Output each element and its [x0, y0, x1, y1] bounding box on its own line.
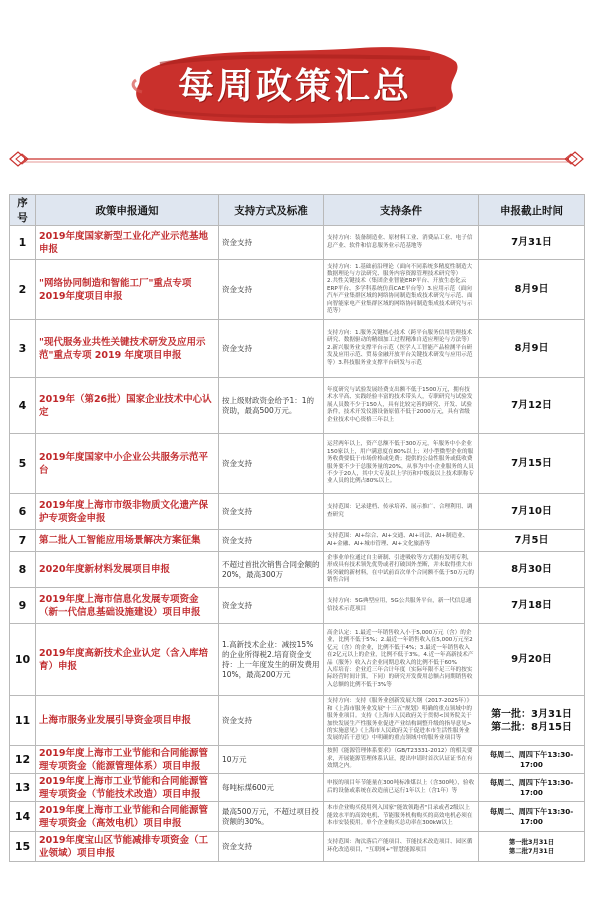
deadline: 7月31日: [511, 237, 552, 248]
policy-name: 2019年度上海市工业节能和合同能源管理专项资金（能源管理体系）项目申报: [39, 747, 208, 772]
support-method: 按上级财政资金给予1：1的资助，最高500万元。: [222, 395, 315, 415]
support-conditions: 支持范围：记录建档、传承培养、展示推广、合理利用、调查研究: [327, 504, 473, 518]
deadline: 每周二、周四下午13:30-17:00: [489, 777, 574, 797]
table-row: [10, 320, 585, 378]
table-row: [10, 226, 585, 260]
page-title: 每周政策汇总: [177, 66, 412, 107]
policy-name: 2019年度宝山区节能减排专项资金（工业领域）项目申报: [39, 834, 208, 859]
support-method: 不超过首批次销售合同金额的20%，最高300万: [222, 559, 320, 579]
row-number: 13: [14, 781, 31, 794]
support-method: 资金支持: [222, 343, 252, 353]
table-row: [10, 552, 585, 588]
deadline: 7月5日: [514, 535, 549, 546]
policy-name: 2019年度上海市信息化发展专项资金（新一代信息基础设施建设）项目申报: [39, 593, 201, 618]
policy-name: 第二批人工智能应用场景解决方案征集: [39, 535, 201, 546]
policy-name: 2019年度国家新型工业化产业示范基地申报: [39, 230, 208, 255]
deadline: 8月9日: [514, 343, 549, 354]
table-row: [10, 832, 585, 862]
table-row: [10, 774, 585, 802]
support-conditions: 支持方向：1.基础前沿理论（面向不同系统多精度性制造大数据理论与方法研究、服务内容资源管理技术研究等） 2.共性关键技术（集团企业智能ERP平台、开放生态化云ERP平台、多学科系统仿真CAE平台等）3.应用示范（面向汽车产业集群区域的网络协同制造集成技术研究与示范、面向智能家电产业集群区域的网络协同制造集成技术研究与示范等）: [327, 263, 473, 315]
support-method: 资金支持: [222, 506, 252, 516]
row-number: 14: [14, 810, 31, 823]
policy-name: 2019年度上海市市级非物质文化遗产保护专项资金申报: [39, 499, 208, 524]
support-conditions: 按照《能源管理体系要求》（GB/T23331-2012）的相关要求，开展能源管理体系认证，提出申请时首次认证证书在有效期之内。: [327, 748, 473, 770]
deadline: 第一批3月31日 第二批7月31日: [508, 837, 555, 855]
policy-name: 2019年度高新技术企业认定（含入库培育）申报: [39, 647, 208, 672]
deadline: 每周二、周四下午13:30-17:00: [489, 749, 574, 769]
support-conditions: 企事业单位通过自主研制、引进吸收等方式拥有发明专利，形成具有技术领先优势或者打破国外垄断，并未取得重大市场突破的新材料，在中试前首次单个合同额不低于50万元的销售合同: [327, 554, 474, 583]
row-number: 11: [14, 714, 31, 727]
row-number: 2: [18, 283, 27, 296]
support-method: 资金支持: [222, 841, 252, 851]
policy-name: "现代服务业共性关键技术研发及应用示范"重点专项 2019 年度项目申报: [39, 336, 206, 361]
row-number: 5: [18, 457, 27, 470]
table-row: [10, 378, 585, 434]
support-conditions: 支持范围：AI+综合、AI+交通、AI+司法、AI+制造业、AI+金融、AI+城市管理、AI+文化旅游等: [327, 533, 469, 547]
header-conditions: 支持条件: [324, 195, 479, 226]
support-method: 每吨标煤600元: [222, 782, 274, 792]
support-conditions: 支持方向：装备制造业、原材料工业、消费品工业、电子信息产业、软件和信息服务业示范基地等: [327, 235, 473, 249]
deadline: 9月20日: [511, 654, 552, 665]
row-number: 7: [18, 534, 27, 547]
support-method: 最高500万元，不超过项目投资额的30%。: [222, 806, 319, 826]
deadline: 8月9日: [514, 284, 549, 295]
policy-name: 2019年度上海市工业节能和合同能源管理专项资金（高效电机）项目申报: [39, 804, 208, 829]
table-row: [10, 696, 585, 746]
deadline: 8月30日: [511, 564, 552, 575]
table-body: [10, 226, 585, 862]
row-number: 3: [18, 342, 27, 355]
table-row: [10, 434, 585, 494]
support-conditions: 支持范围：淘汰落后产能项目、节能技术改造项目、园区循环化改造项目，"互联网+"智慧能源项目: [327, 839, 473, 853]
support-method: 资金支持: [222, 237, 252, 247]
policy-name: 2019年度上海市工业节能和合同能源管理专项资金（节能技术改造）项目申报: [39, 775, 208, 800]
row-number: 10: [14, 653, 31, 666]
row-number: 6: [18, 505, 27, 518]
support-conditions: 本市企业购买使用列入国家"能效领跑者"目录或者2级以上能效水平的高效电机、节能服务机构购买的高效电机必须在本市安装使用。单个企业购买总功率在300kW以上: [327, 805, 473, 827]
row-number: 1: [18, 236, 27, 249]
table-row: [10, 530, 585, 552]
header-deadline: 申报截止时间: [479, 195, 585, 226]
ornamental-divider: [8, 148, 585, 170]
support-method: 10万元: [222, 754, 247, 764]
table-row: [10, 494, 585, 530]
support-conditions: 高企认定：1.最近一年销售收入小于5,000万元（含）的企业，比例不低于5%；2.最近一年销售收入在5,000万元至2亿元（含）的企业，比例不低于4%；3.最近一年销售收入在2亿元以上的企业，比例不低于3%。4.近一年高新技术产品（服务）收入占企业同期总收入的比例不低于60% 入库培育：企业近三年合计年度（实际年限不足三年的按实际经营时间计算，下同）的研究开发费用总额占同期销售收入总额的比例不低于3%等: [327, 629, 474, 688]
table-row: [10, 588, 585, 624]
row-number: 15: [14, 840, 31, 853]
row-number: 12: [14, 753, 31, 766]
support-method: 资金支持: [222, 600, 252, 610]
deadline: 7月18日: [511, 600, 552, 611]
support-conditions: 申报的项目年节能量在300吨标准煤以上（含300吨），验收后的设备或系统在改造前已运行1年以上（含1年）等: [327, 780, 475, 794]
table-row: [10, 746, 585, 774]
support-conditions: 支持方向：支持《服务业创新发展大纲（2017-2025年）》和《上海市服务业发展"十三五"规划》明确的重点领域中的服务业项目。支持《上海市人民政府关于贯彻<国务院关于加快发展生产性服务业促进产业结构调整升级的指导意见>的实施意见》《上海市人民政府关于促进本市生活性服务业发展的若干意见》中明确的重点领域中的服务业项目等: [327, 698, 473, 742]
table-header: [10, 195, 585, 226]
policy-name: "网络协同制造和智能工厂"重点专项2019年度项目申报: [39, 277, 192, 302]
header-no: 序号: [10, 195, 36, 226]
policy-name: 2019年度国家中小企业公共服务示范平台: [39, 451, 208, 476]
support-method: 资金支持: [222, 458, 252, 468]
page-header: [0, 0, 593, 190]
deadline: 7月10日: [511, 506, 552, 517]
deadline: 每周二、周四下午13:30-17:00: [489, 806, 574, 826]
policy-name: 2020年度新材料发展项目申报: [39, 564, 170, 575]
header-name: 政策申报通知: [36, 195, 219, 226]
row-number: 8: [18, 563, 27, 576]
row-number: 4: [18, 399, 27, 412]
policy-table: [9, 194, 585, 862]
support-conditions: 运营两年以上，资产总额不低于300万元，年服务中小企业150家以上，用户满意度在80%以上；对小型微型企业的服务收费要低于市场价格或免费；提供的公益性服务或低收费服务要不少于总服务量的20%，从事为中小企业服务的人员不少于20人，其中大专及以上学历和中级及以上技术职称专业人员的比例占80%以上。: [327, 441, 474, 485]
table-row: [10, 802, 585, 832]
policy-name: 2019年（第26批）国家企业技术中心认定: [39, 393, 212, 418]
policy-name: 上海市服务业发展引导资金项目申报: [39, 715, 192, 726]
support-conditions: 支持方向：5G典型应用，5G公共服务平台，新一代信息通信技术示范项目: [327, 598, 472, 612]
header-support: 支持方式及标准: [219, 195, 324, 226]
support-method: 资金支持: [222, 284, 252, 294]
deadline: 第一批：3月31日 第二批：8月15日: [491, 708, 572, 733]
table-row: [10, 260, 585, 320]
support-conditions: 年度研究与试验发展经费支出额不低于1500万元，拥有技术水平高、实践经验丰富的技术带头人，专职研究与试验发展人员数不少于150人，具有比较完善的研究、开发、试验条件，技术开发仪器设备原值不低于2000万元，具有省级企业技术中心资格三年以上: [327, 386, 473, 423]
support-method: 资金支持: [222, 535, 252, 545]
support-method: 资金支持: [222, 715, 252, 725]
deadline: 7月15日: [511, 458, 552, 469]
support-method: 1.高新技术企业：减按15%的企业所得税2.培育资金支持：上一年度发生的研发费用10%，最高200万元: [222, 639, 320, 679]
deadline: 7月12日: [511, 400, 552, 411]
row-number: 9: [18, 599, 27, 612]
support-conditions: 支持方向：1.服务关键核心技术（跨平台服务信用管理技术研究、数据驱动的精细加工过程精准自适应理论与方法等）2.新兴服务业支撑平台示范（医学人工智能产品检测平台研发及应用示范、贸易金融开放平台关键技术研发与应用示范等）3.科技服务业支撑平台研发与示范: [327, 329, 473, 366]
table-row: [10, 624, 585, 696]
